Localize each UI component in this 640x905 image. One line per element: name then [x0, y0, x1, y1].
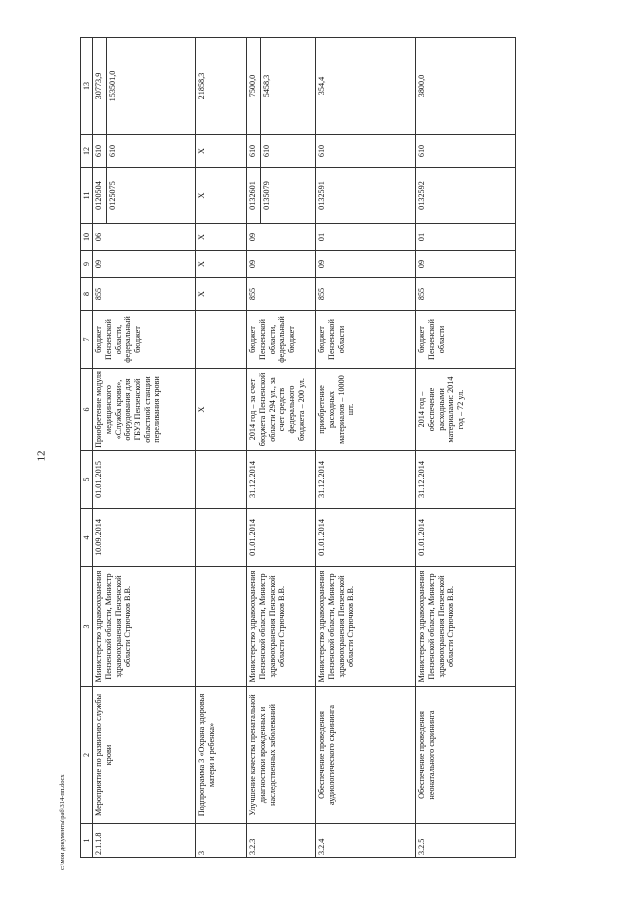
row-amount-b: 5458,3 — [262, 74, 272, 98]
row-amount — [247, 38, 316, 135]
row-start-date: 01.01.2014 — [247, 509, 316, 567]
row-source — [196, 311, 247, 369]
row-end-date: 31.12.2014 — [316, 451, 416, 509]
row-start-date: 01.01.2014 — [416, 509, 516, 567]
row-end-date: 31.12.2014 — [247, 451, 316, 509]
row-code-11 — [247, 168, 316, 224]
row-code-12-b: 610 — [262, 144, 272, 158]
row-end-date: 01.01.2015 — [93, 451, 196, 509]
row-name: Улучшение качества пренатальной диагностики врожденных и наследственных заболеваний — [247, 687, 316, 824]
row-code-12 — [93, 135, 196, 168]
row-source: бюджет Пензенской области — [416, 311, 516, 369]
row-result: 2014 год – обеспечение расходными материалами: 2014 год – 72 ул. — [416, 369, 516, 451]
row-result: приобретение расходных материалов – 10000 шт. — [316, 369, 416, 451]
table-row — [93, 38, 196, 858]
row-code-8: 855 — [247, 278, 316, 311]
row-code-8: X — [196, 278, 247, 311]
row-number: 2.1.1.8 — [93, 824, 196, 858]
program-table — [80, 37, 516, 858]
row-number: 3.2.4 — [316, 824, 416, 858]
header-row — [81, 38, 93, 858]
row-code-12: X — [196, 135, 247, 168]
header-cell: 5 — [81, 451, 93, 509]
row-code-12-a: 610 — [93, 135, 107, 167]
row-amount-a: 30773,9 — [93, 38, 107, 134]
row-code-9: 09 — [93, 251, 196, 278]
header-cell: 3 — [81, 567, 93, 687]
row-code-12 — [247, 135, 316, 168]
row-number: 3 — [196, 824, 247, 858]
page-number: 12 — [35, 450, 48, 462]
header-cell: 8 — [81, 278, 93, 311]
row-code-11: 0132592 — [416, 168, 516, 224]
header-cell: 13 — [81, 38, 93, 135]
row-code-12-b: 610 — [108, 144, 118, 158]
row-code-12-a: 610 — [247, 135, 261, 167]
header-cell: 12 — [81, 135, 93, 168]
row-amount: 21858,3 — [196, 38, 247, 135]
row-start-date — [196, 509, 247, 567]
table-row — [196, 38, 247, 858]
row-code-11 — [93, 168, 196, 224]
row-executor: Министерство здравоохранения Пензенской области, Министр здравоохранения Пензенской области Стрючков В.В. — [247, 567, 316, 687]
row-code-10: 09 — [247, 224, 316, 251]
row-code-9: 09 — [416, 251, 516, 278]
table-row — [247, 38, 316, 858]
row-name: Подпрограмма 3 «Охрана здоровья матери и ребенка» — [196, 687, 247, 824]
table-row — [416, 38, 516, 858]
row-code-9: X — [196, 251, 247, 278]
row-result: 2014 год – за счет бюджета Пензенской области 294 ул., за счет средств федерального бюджета – 200 ул. — [247, 369, 316, 451]
row-executor: Министерство здравоохранения Пензенской области, Министр здравоохранения Пензенской области Стрючков В.В. — [316, 567, 416, 687]
row-code-11-a: 0132601 — [247, 168, 261, 223]
row-code-10: 01 — [416, 224, 516, 251]
header-cell: 6 — [81, 369, 93, 451]
row-code-10: 06 — [93, 224, 196, 251]
row-source: бюджет Пензенской области — [316, 311, 416, 369]
header-cell: 1 — [81, 824, 93, 858]
row-code-11: 0132591 — [316, 168, 416, 224]
footer-file-path: c:\мои документы\раб\314-пп.docx — [59, 774, 66, 870]
rotated-table-wrapper — [80, 38, 630, 858]
header-cell: 11 — [81, 168, 93, 224]
row-source: бюджет Пензенской области, федеральный бюджет — [93, 311, 196, 369]
row-name: Обеспечение проведения аудиологического скрининга — [316, 687, 416, 824]
header-cell: 4 — [81, 509, 93, 567]
header-cell: 10 — [81, 224, 93, 251]
header-cell: 7 — [81, 311, 93, 369]
row-code-8: 855 — [93, 278, 196, 311]
row-code-10: 01 — [316, 224, 416, 251]
row-code-11-b: 0135079 — [262, 181, 272, 210]
row-name: Мероприятие по развитию службы крови — [93, 687, 196, 824]
row-result: Приобретение модуля медицинского «Служба крови», оборудования для ГБУЗ Пензенской областной станции переливания крови — [93, 369, 196, 451]
row-code-11-b: 0125075 — [108, 181, 118, 210]
row-end-date — [196, 451, 247, 509]
row-code-11-a: 0120504 — [93, 168, 107, 223]
row-name: Обеспечение проведения неонатального скрининга — [416, 687, 516, 824]
row-amount-b: 153501,0 — [108, 70, 118, 102]
row-amount — [93, 38, 196, 135]
row-start-date: 10.09.2014 — [93, 509, 196, 567]
row-code-9: 09 — [316, 251, 416, 278]
row-executor — [196, 567, 247, 687]
row-amount: 3800,0 — [416, 38, 516, 135]
row-code-8: 855 — [316, 278, 416, 311]
row-amount: 354,4 — [316, 38, 416, 135]
row-code-12: 610 — [416, 135, 516, 168]
row-code-11: X — [196, 168, 247, 224]
row-executor: Министерство здравоохранения Пензенской области, Министр здравоохранения Пензенской области Стрючков В.В. — [416, 567, 516, 687]
row-code-12: 610 — [316, 135, 416, 168]
header-cell: 2 — [81, 687, 93, 824]
header-cell: 9 — [81, 251, 93, 278]
table-row — [316, 38, 416, 858]
row-source: бюджет Пензенской области, федеральный бюджет — [247, 311, 316, 369]
row-result: X — [196, 369, 247, 451]
row-amount-a: 7500,0 — [247, 38, 261, 134]
row-executor: Министерство здравоохранения Пензенской области, Министр здравоохранения Пензенской области Стрючков В.В. — [93, 567, 196, 687]
row-number: 3.2.3 — [247, 824, 316, 858]
row-number: 3.2.5 — [416, 824, 516, 858]
row-code-8: 855 — [416, 278, 516, 311]
row-start-date: 01.01.2014 — [316, 509, 416, 567]
row-code-10: X — [196, 224, 247, 251]
row-code-9: 09 — [247, 251, 316, 278]
row-end-date: 31.12.2014 — [416, 451, 516, 509]
